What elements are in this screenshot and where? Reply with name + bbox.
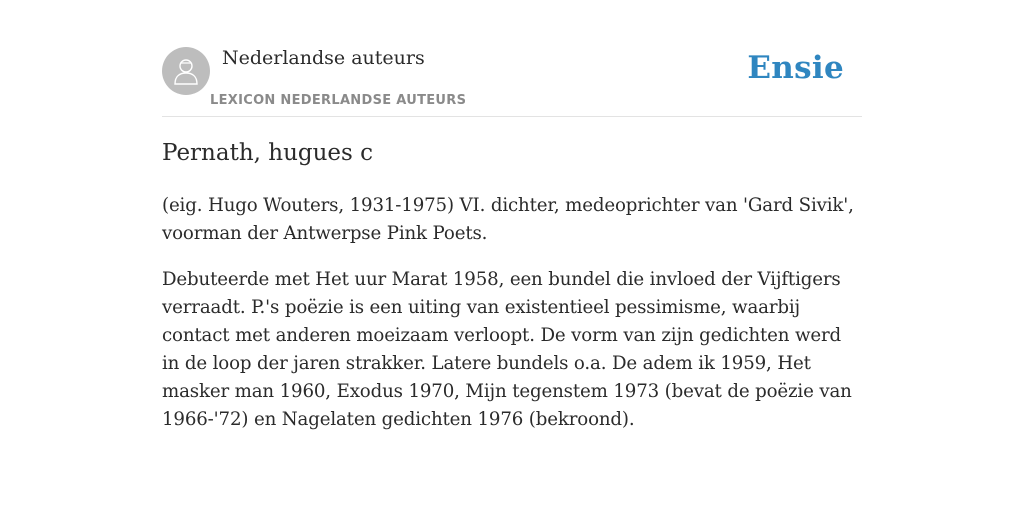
brand-logo[interactable]: Ensie bbox=[747, 50, 844, 86]
user-icon bbox=[172, 57, 200, 85]
article-body bbox=[162, 192, 862, 452]
page-title: Pernath, hugues c bbox=[162, 140, 374, 166]
source-name[interactable]: Nederlandse auteurs bbox=[222, 47, 425, 69]
article-paragraph: Debuteerde met Het uur Marat 1958, een bundel die invloed der Vijftigers verraadt. P.'s poëzie is een uiting van existentieel pessimisme, waarbij contact met anderen moeizaam verloopt. De vorm van zijn gedichten werd in de loop der jaren strakker. Latere bundels o.a. De adem ik 1959, Het masker man 1960, Exodus 1970, Mijn tegenstem 1973 (bevat de poëzie van 1966-'72) en Nagelaten gedichten 1976 (bekroond). bbox=[162, 269, 852, 430]
page-header bbox=[162, 46, 862, 117]
source-avatar[interactable] bbox=[162, 47, 210, 95]
article-paragraph: (eig. Hugo Wouters, 1931-1975) VI. dichter, medeoprichter van 'Gard Sivik', voorman der Antwerpse Pink Poets. bbox=[162, 195, 854, 244]
source-subtitle[interactable]: LEXICON NEDERLANDSE AUTEURS bbox=[210, 93, 467, 108]
